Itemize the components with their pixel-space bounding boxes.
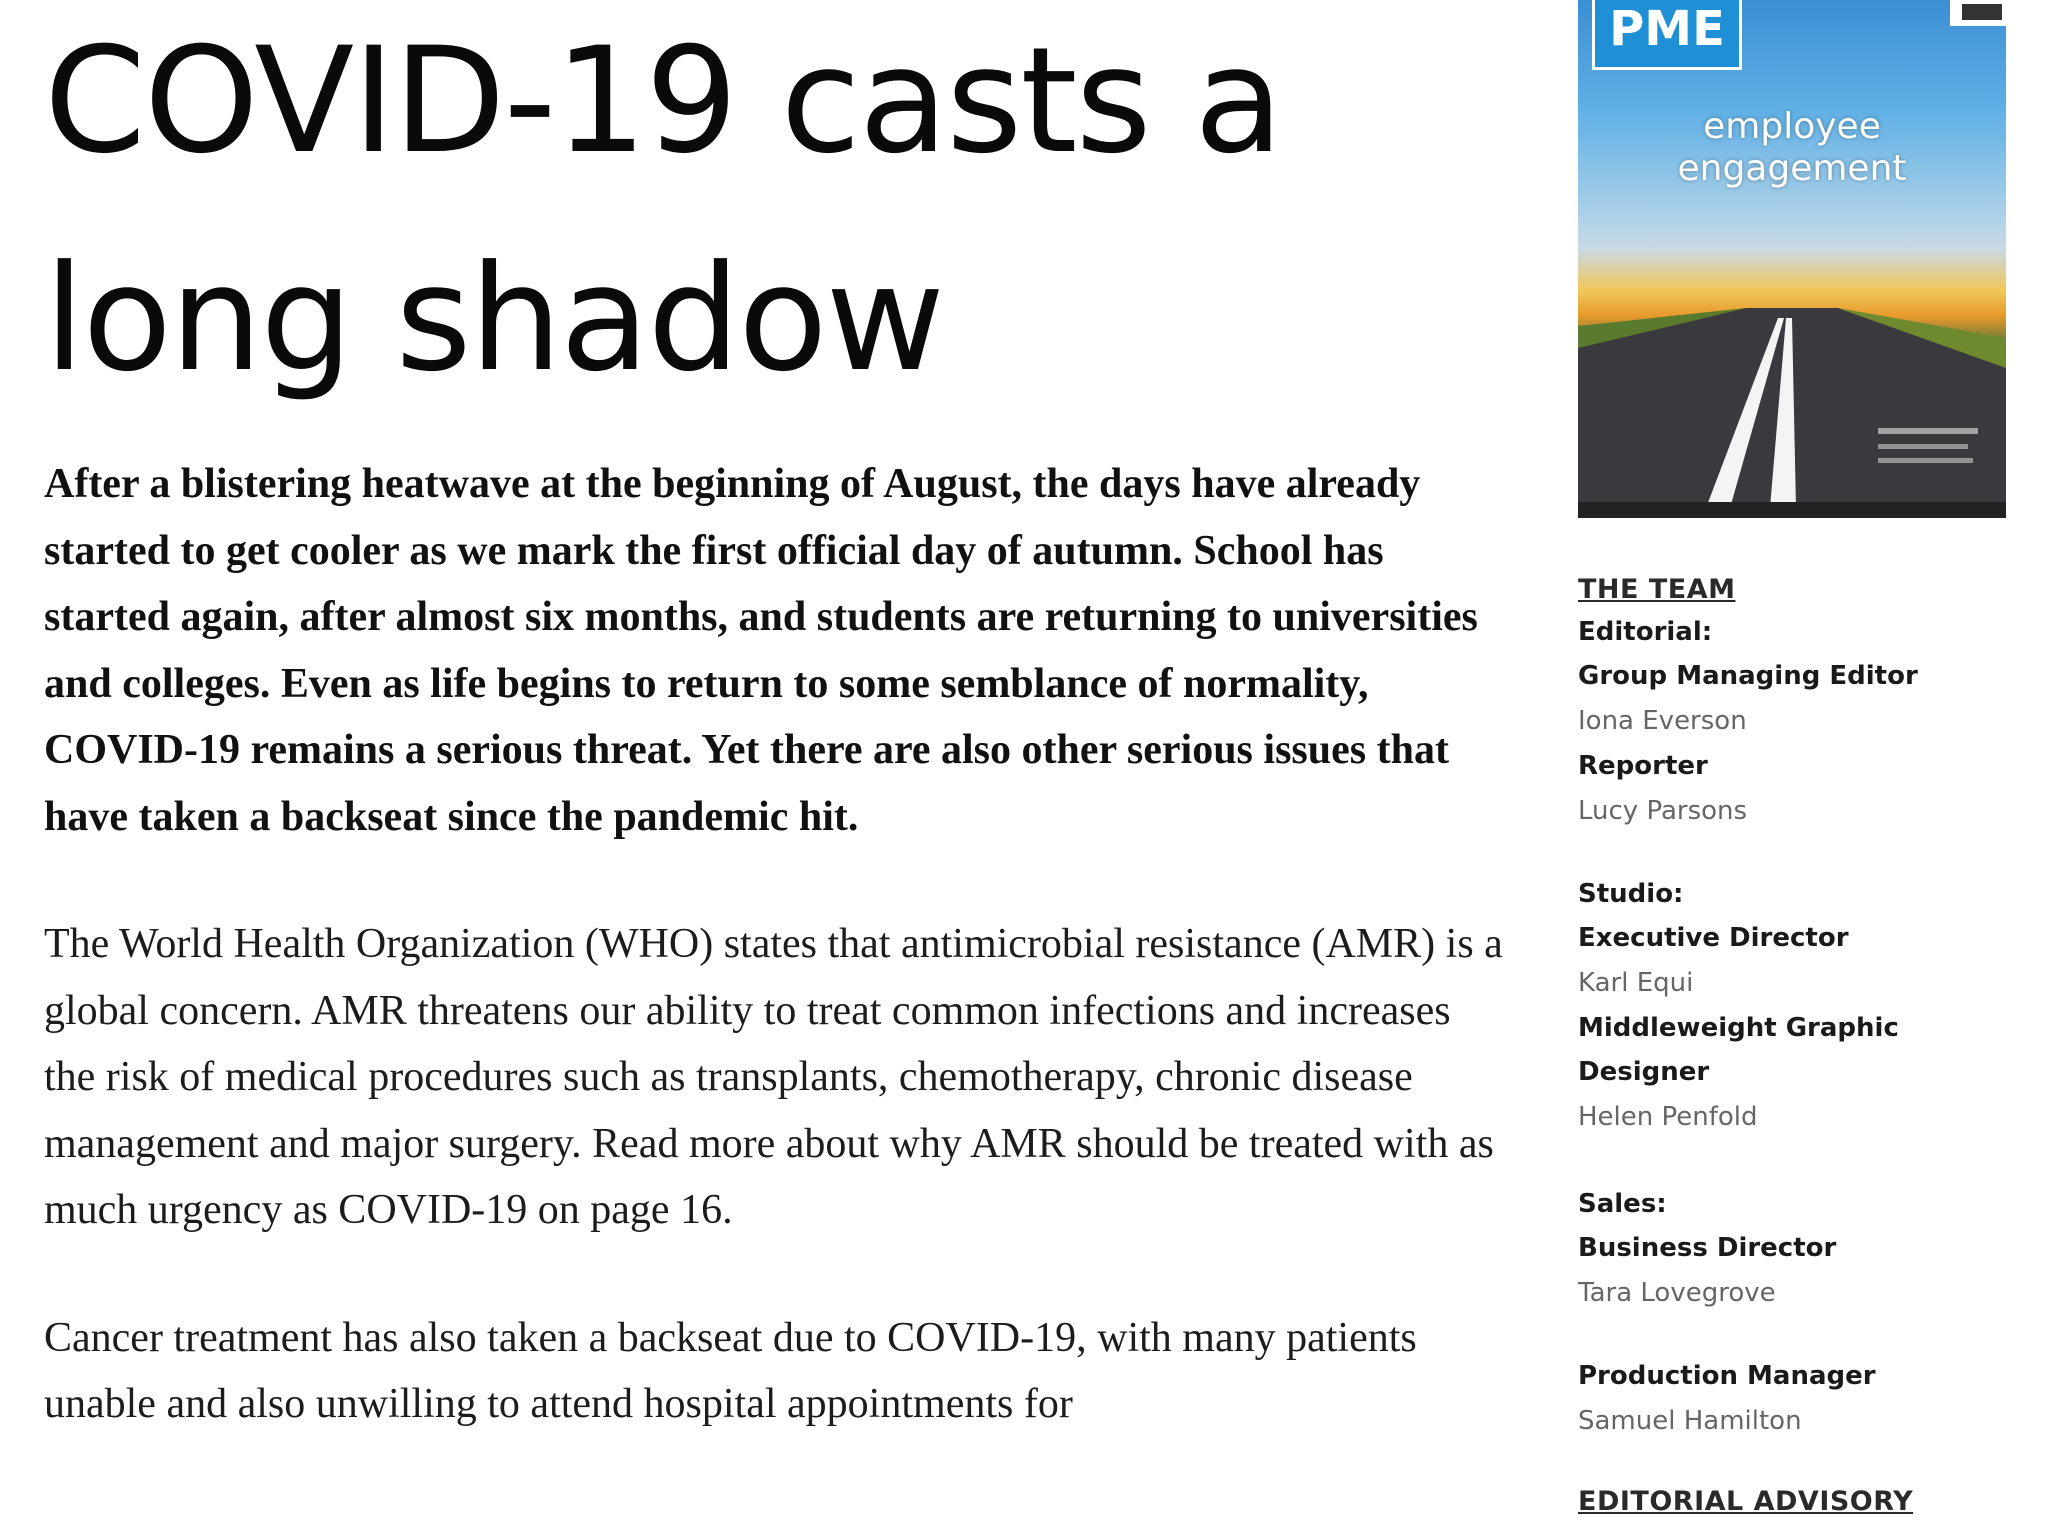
sales-label: Sales: xyxy=(1578,1189,1667,1219)
studio-label: Studio: xyxy=(1578,879,1684,909)
executive-director-role: Executive Director xyxy=(1578,923,1849,953)
executive-director-name: Karl Equi xyxy=(1578,968,1694,998)
production-manager-name: Samuel Hamilton xyxy=(1578,1406,1802,1436)
reporter-role: Reporter xyxy=(1578,751,1708,781)
road-illustration xyxy=(1578,308,2006,518)
team-heading-link[interactable]: THE TEAM xyxy=(1578,574,1736,605)
article xyxy=(44,0,1504,1438)
article-paragraph-cancer: Cancer treatment has also taken a backseat due to COVID-19, with many patients unable and also unwilling to attend hospital appointments for xyxy=(44,1314,1417,1427)
editorial-advisory-heading-link[interactable]: EDITORIAL ADVISORY xyxy=(1578,1486,1914,1517)
editorial-label: Editorial: xyxy=(1578,617,1713,647)
article-paragraph-amr: The World Health Organization (WHO) states that antimicrobial resistance (AMR) is a global concern. AMR threatens our ability to treat common infections and increases the risk of medical procedures such as transplants, chemotherapy, chronic disease management and major surgery. Read more about why AMR should be treated with as much urgency as COVID-19 on page 16. xyxy=(44,921,1503,1233)
cover-footer-strip xyxy=(1578,502,2006,518)
designer-role-line-2: Designer xyxy=(1578,1057,1710,1087)
production-manager-role: Production Manager xyxy=(1578,1361,1876,1391)
cover-logo: PME xyxy=(1592,0,1742,70)
magazine-cover-image[interactable] xyxy=(1578,0,2006,518)
designer-role-line-1: Middleweight Graphic xyxy=(1578,1013,1899,1043)
team-list xyxy=(1578,570,2008,1522)
group-managing-editor-role: Group Managing Editor xyxy=(1578,661,1918,691)
article-title: COVID-19 casts a long shadow xyxy=(44,16,1282,404)
reporter-name: Lucy Parsons xyxy=(1578,796,1748,826)
designer-name: Helen Penfold xyxy=(1578,1102,1758,1132)
business-director-role: Business Director xyxy=(1578,1233,1837,1263)
business-director-name: Tara Lovegrove xyxy=(1578,1278,1776,1308)
cover-badge-icon xyxy=(1950,0,2006,26)
cover-headline-line-2: engagement xyxy=(1677,148,1907,189)
cover-headline xyxy=(1578,106,2006,190)
group-managing-editor-name: Iona Everson xyxy=(1578,706,1747,736)
cover-headline-line-1: employee xyxy=(1703,106,1881,147)
article-lead: After a blistering heatwave at the beginning of August, the days have already started to get cooler as we mark the first official day of autumn. School has started again, after almost six months, and students are returning to universities and colleges. Even as life begins to return to some semblance of normality, COVID-19 remains a serious threat. Yet there are also other serious issues that have taken a backseat since the pandemic hit. xyxy=(44,461,1478,840)
sidebar xyxy=(1578,0,2008,1522)
